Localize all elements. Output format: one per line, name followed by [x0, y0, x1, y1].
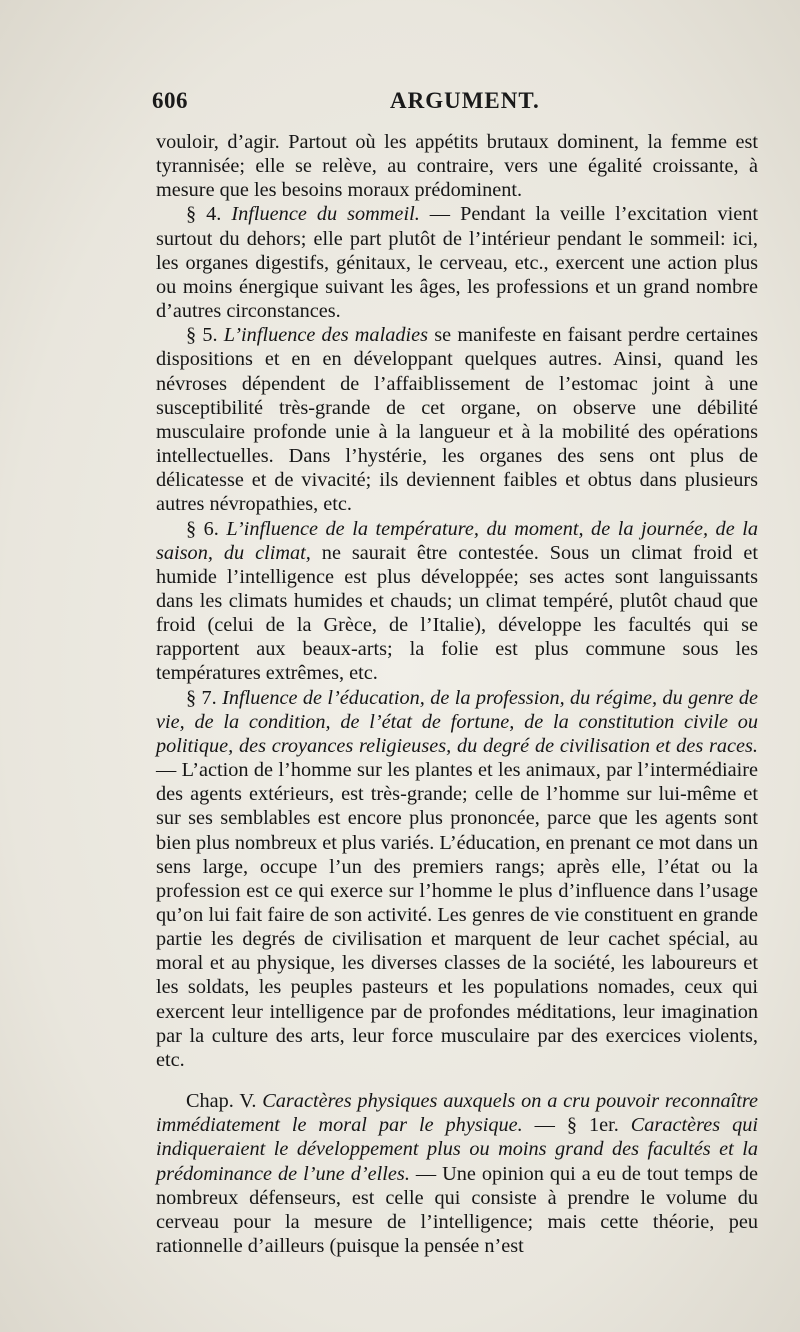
paragraph-text: — Pendant la veille l’excitation vient surtout du dehors; elle part plutôt de l’intérieur pendant le sommeil: ici, les organes digestifs, génitaux, le cerveau, etc., exercent une action plus ou moins énergique suivant les âges, les professions et un grand nombre d’autres circonstances. — [156, 203, 759, 323]
section-heading: L’influence de la température, du moment, de la journée, de la saison, du climat, — [156, 517, 758, 564]
paragraph-section-5 — [156, 323, 758, 516]
section-heading: Influence de l’éducation, de la profession, du régime, du genre de vie, de la condition, de l’état de fortune, de la constitution civile ou politique, des croyances religieuses, du degré de civilisation et des races. — [156, 686, 759, 757]
paragraph-continuation — [156, 130, 758, 202]
section-number: § 5. — [186, 324, 218, 347]
section-number: § 7. — [186, 686, 217, 709]
paragraph-section-7 — [156, 686, 758, 1073]
paragraph-text: se manifeste en faisant perdre certaines dispositions et en en développant quelques autres. Ainsi, quand les névroses dépendent de l’affaiblissement de l’estomac joint à une susceptibilité très-grande de cet organe, on observe une débilité musculaire profonde unie à la langueur et à la mobilité des opérations intellectuelles. Dans l’hystérie, les organes des sens ont plus de délicatesse et de vivacité; ils deviennent faibles et obtus dans plusieurs autres névropathies, etc. — [156, 324, 758, 516]
chapter-dash: — — [522, 1114, 567, 1137]
section-number: § 1er. — [566, 1114, 619, 1137]
section-heading: L’influence des maladies — [223, 324, 429, 347]
section-number: § 6. — [186, 517, 219, 540]
section-heading: Caractères qui indiqueraient le développement plus ou moins grand des facultés et la prédominance de l’une d’elles. — [156, 1114, 758, 1185]
chapter-label: Chap. V. — [186, 1090, 257, 1113]
section-number: § 4. — [186, 203, 222, 226]
paragraph-section-4 — [156, 202, 758, 323]
page-header — [150, 88, 760, 122]
paragraph-section-6 — [156, 517, 758, 686]
paragraph-text: — L’action de l’homme sur les plantes et les animaux, par l’intermédiaire des agents extérieurs, est très-grande; celle de l’homme sur lui-même et sur ses semblables est encore plus prononcée, parce que les agents sont bien plus nombreux et plus variés. L’éducation, en prenant ce mot dans un sens large, occupe l’un des premiers rangs; après elle, l’état ou la profession est ce qui exerce sur l’homme le plus d’influence dans l’usage qu’on lui fait faire de son activité. Les genres de vie constituent en grande partie les degrés de civilisation et marquent de leur cachet spécial, au moral et au physique, les diverses classes de la société, les laboureurs et les soldats, les peuples pasteurs et les populations nomades, ceux qui exercent leur intelligence par de profondes méditations, leur imagination par la culture des arts, leur force musculaire par des exercices violents, etc. — [156, 759, 758, 1071]
page-number: 606 — [152, 88, 188, 113]
body-text — [156, 130, 758, 1258]
section-heading: Influence du sommeil. — [231, 203, 420, 226]
chapter-title: Caractères physiques auxquels on a cru pouvoir reconnaître immédiatement le moral par le physique. — [156, 1090, 759, 1137]
running-title: ARGUMENT. — [390, 88, 540, 113]
paragraph-text: ne saurait être contestée. Sous un climat froid et humide l’intelligence est plus développée; ses actes sont languissants dans les climats humides et chauds; un climat tempéré, plutôt chaud que froid (celui de la Grèce, de l’Italie), développe les facultés qui se rapportent aux beaux-arts; la folie est plus commune sous les températures extrêmes, etc. — [156, 541, 758, 685]
chapter-summary — [156, 1089, 758, 1258]
paragraph-text: vouloir, d’agir. Partout où les appétits brutaux dominent, la femme est tyrannisée; elle se relève, au contraire, vers une égalité croissante, à mesure que les besoins moraux prédominent. — [156, 131, 758, 202]
paragraph-text: — Une opinion qui a eu de tout temps de nombreux défenseurs, est celle qui consiste à prendre le volume du cerveau pour la mesure de l’intelligence; mais cette théorie, peu rationnelle d’ailleurs (puisque la pensée n’est — [156, 1162, 758, 1258]
